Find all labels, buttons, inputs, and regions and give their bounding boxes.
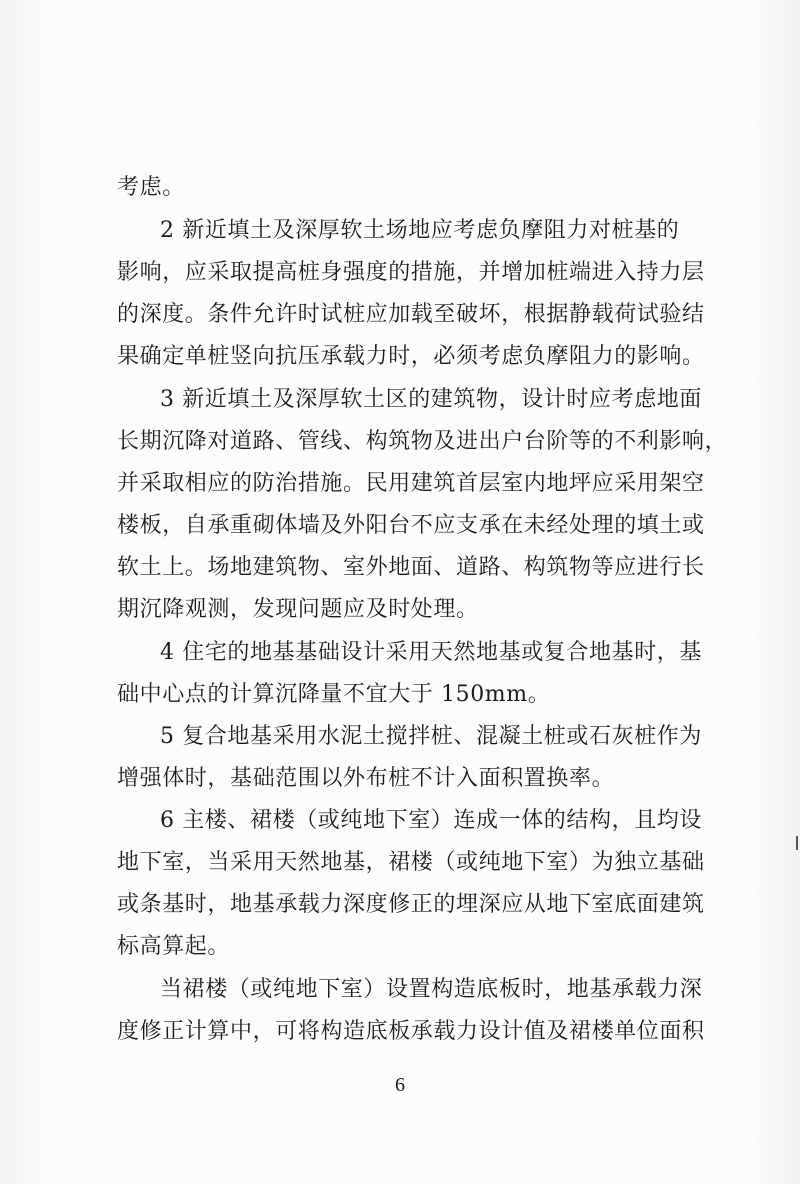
text-line: 4 住宅的地基基础设计采用天然地基或复合地基时，基 <box>160 640 702 665</box>
text-line: 楼板，自承重砌体墙及外阳台不应支承在未经处理的填土或 <box>117 513 705 538</box>
text-line: 础中心点的计算沉降量不宜大于 150mm。 <box>117 682 551 707</box>
text-line: 的深度。条件允许时试桩应加载至破坏，根据静载荷试验结 <box>117 302 705 327</box>
text-line: 期沉降观测，发现问题应及时处理。 <box>117 597 479 622</box>
text-line: 度修正计算中，可将构造底板承载力设计值及裙楼单位面积 <box>117 1019 705 1044</box>
text-line: 标高算起。 <box>117 934 231 959</box>
text-line: 或条基时，地基承载力深度修正的埋深应从地下室底面建筑 <box>117 892 705 917</box>
text-line: 考虑。 <box>117 175 185 200</box>
text-line: 当裙楼（或纯地下室）设置构造底板时，地基承载力深 <box>160 977 703 1002</box>
text-line: 增强体时，基础范围以外布桩不计入面积置换率。 <box>117 766 615 791</box>
text-line: 影响，应采取提高桩身强度的措施，并增加桩端进入持力层 <box>117 260 705 285</box>
text-line: 地下室，当采用天然地基，裙楼（或纯地下室）为独立基础 <box>117 850 705 875</box>
text-line: 并采取相应的防治措施。民用建筑首层室内地坪应采用架空 <box>117 471 705 496</box>
text-line: 2 新近填土及深厚软土场地应考虑负摩阻力对桩基的 <box>160 218 680 243</box>
text-line: 果确定单桩竖向抗压承载力时，必须考虑负摩阻力的影响。 <box>117 344 705 369</box>
text-line: 6 主楼、裙楼（或纯地下室）连成一体的结构，且均设 <box>160 808 702 833</box>
text-line: 软土上。场地建筑物、室外地面、道路、构筑物等应进行长 <box>117 555 705 580</box>
margin-mark <box>796 836 798 850</box>
text-line: 长期沉降对道路、管线、构筑物及进出户台阶等的不利影响， <box>117 429 728 454</box>
page-number: 6 <box>395 1074 405 1096</box>
text-line: 5 复合地基采用水泥土搅拌桩、混凝土桩或石灰桩作为 <box>160 724 702 749</box>
text-line: 3 新近填土及深厚软土区的建筑物，设计时应考虑地面 <box>160 387 702 412</box>
